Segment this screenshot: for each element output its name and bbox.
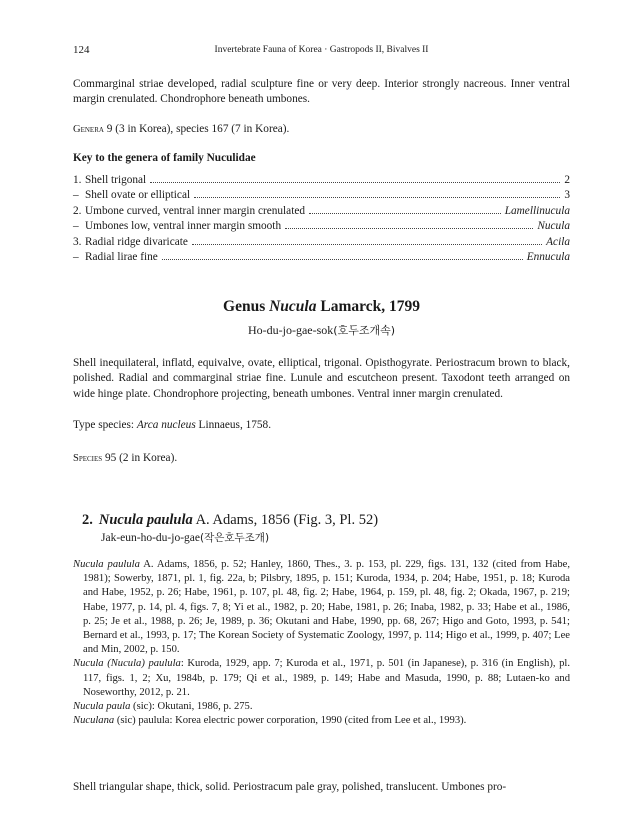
species-label: Species	[73, 453, 103, 464]
synonymy-name: Nucula (Nucula) paulula	[73, 658, 181, 670]
genus-description: Shell inequilateral, inflatd, equivalve, ovate, elliptical, trigonal. Opisthogyrate. Periostracum brown to black, polished. Radial and commarginal striae fine. Lunule and escutcheon present. Taxodont teeth arranged on wide hinge plate. Chondrophore projecting, beneath umbones. Ventral inner margin crenulated.	[73, 357, 570, 400]
synonymy-name: Nuculana	[73, 715, 115, 727]
genus-author: Lamarck, 1799	[316, 298, 420, 315]
genus-heading	[73, 298, 570, 316]
key-row	[73, 188, 570, 203]
key-row-number: 2.	[73, 204, 82, 217]
key-row	[73, 173, 570, 188]
genera-label: Genera	[73, 124, 104, 135]
page-header	[73, 44, 570, 58]
synonymy-citation: : Kuroda, 1929, app. 7; Kuroda et al., 1971, p. 501 (in Japanese), p. 316 (in English), pl. 117, figs. 1, 2; Xu, 1984b, p. 179; Qi et al., 1989, p. 149; Habe and Masuda, 1990, p. 88; Lutaen-ko and Noseworthy, 2012, p. 21.	[83, 658, 570, 698]
key-row-text: Umbone curved, ventral inner margin crenulated	[85, 204, 305, 217]
key-row-number: –	[73, 250, 79, 263]
key-row-target: Ennucula	[526, 250, 570, 263]
synonymy-citation: A. Adams, 1856, p. 52; Hanley, 1860, Thes., 3. p. 153, pl. 229, figs. 131, 132 (cited from Habe, 1981); Sowerby, 1871, pl. 1, fig. 22a, b; Pilsbry, 1895, p. 151; Kuroda, 1934, p. 204; Habe, 1951, p. 18; Kuroda and Habe, 1952, p. 26; Habe, 1961, p. 107, pl. 48, fig. 2; Habe, 1964, p. 159, pl. 48, fig. 2; Okada, 1967, p. 219; Habe, 1977, p. 14, pl. 4, figs. 7, 8; Yi et al., 1982, p. 20; Habe, 1981, p. 26; Inaba, 1982, p. 33; Habe et al., 1986, p. 25; Je et al., 1988, p. 26; Je, 1989, p. 36; Okutani and Habe, 1990, pp. 68, 267; Higo and Goto, 1993, p. 541; Bernard et al., 1993, p. 17; The Korean Society of Systematic Zoology, 1997, p. 114; Higo et al., 1999, p. 407; Lee and Min, 2002, p. 150.	[83, 559, 570, 656]
species-hangul: (작은호두조개)	[200, 532, 270, 544]
synonymy-name: Nucula paula	[73, 701, 131, 713]
key-row-target: Acila	[546, 235, 570, 248]
species-name: Nucula paulula	[98, 512, 193, 528]
genus-prefix: Genus	[223, 298, 270, 315]
key-row-leader	[309, 212, 501, 214]
synonymy-entry	[73, 657, 570, 700]
key-row-text: Radial lirae fine	[85, 250, 158, 263]
species-number: 2.	[82, 512, 93, 528]
synonymy-name: Nucula paulula	[73, 559, 140, 570]
key-title: Key to the genera of family Nuculidae	[73, 152, 256, 164]
type-species-author: Linnaeus, 1758.	[195, 419, 272, 431]
key-row-target: Lamellinucula	[504, 204, 570, 217]
synonymy-entry	[73, 700, 570, 714]
type-species-name: Arca nucleus	[136, 419, 196, 431]
synonymy-entry	[73, 714, 570, 728]
intro-paragraph: Commarginal striae developed, radial sculpture fine or very deep. Interior strongly nacreous. Inner ventral margin crenulated. Chondrophore beneath umbones.	[73, 78, 570, 106]
genera-count-line	[73, 122, 570, 137]
synonymy-citation: (sic) paulula: Korea electric power corporation, 1990 (cited from Lee et al., 1993).	[114, 715, 467, 727]
species-count-text: 95 (2 in Korea).	[102, 452, 178, 464]
key-row	[73, 204, 570, 219]
key-row-target: 3	[564, 189, 570, 202]
genus-hangul: (호두조개속)	[333, 324, 396, 337]
key-row-leader	[285, 227, 533, 229]
key-row-leader	[150, 181, 560, 183]
key-row-target: Nucula	[537, 220, 570, 233]
species-description: Shell triangular shape, thick, solid. Periostracum pale gray, polished, translucent. Umbones pro-	[73, 781, 507, 793]
genus-romanized: Ho-du-jo-gae-sok	[247, 323, 334, 337]
synonymy-citation: (sic): Okutani, 1986, p. 275.	[130, 701, 253, 713]
synonymy-entry	[73, 558, 570, 657]
species-romanized: Jak-eun-ho-du-jo-gae	[101, 532, 200, 544]
key-row	[73, 219, 570, 234]
type-species-label: Type species:	[73, 419, 137, 431]
key-row-number: 3.	[73, 235, 82, 248]
key-row-number: –	[73, 189, 79, 202]
species-author: A. Adams, 1856 (Fig. 3, Pl. 52)	[192, 512, 379, 528]
species-heading	[82, 512, 378, 529]
key-row-text: Radial ridge divaricate	[85, 235, 188, 248]
key-row-text: Shell ovate or elliptical	[85, 189, 191, 202]
key-row-leader	[194, 196, 560, 198]
synonymy-list	[73, 558, 570, 728]
key-row	[73, 250, 570, 265]
genus-korean-name	[73, 322, 570, 338]
key-row-leader	[162, 258, 523, 260]
type-species-line	[73, 418, 570, 433]
page-number: 124	[73, 44, 90, 56]
key-row-text: Shell trigonal	[85, 174, 147, 186]
genera-count-text: 9 (3 in Korea), species 167 (7 in Korea).	[103, 123, 290, 135]
species-count-line	[73, 451, 570, 466]
key-row	[73, 235, 570, 250]
key-row-text: Umbones low, ventral inner margin smooth	[85, 220, 282, 233]
running-title: Invertebrate Fauna of Korea · Gastropods II, Bivalves II	[214, 45, 429, 55]
key-table	[73, 173, 570, 265]
key-row-number: –	[73, 220, 79, 233]
key-row-target: 2	[564, 174, 570, 186]
key-row-number: 1.	[73, 174, 82, 186]
key-row-leader	[192, 243, 542, 245]
species-korean-name	[101, 530, 269, 545]
genus-name: Nucula	[269, 298, 317, 315]
